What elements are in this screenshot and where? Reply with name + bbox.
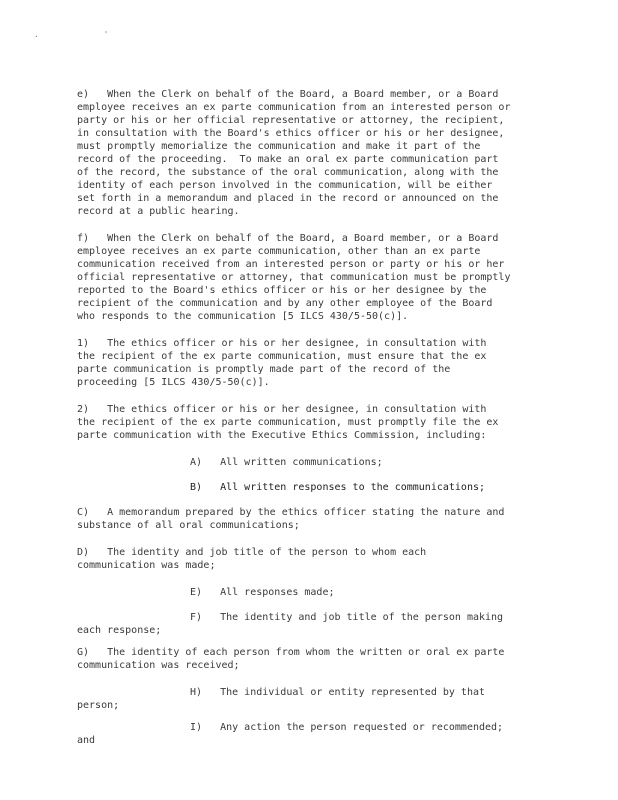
list-item-e: E) All responses made; — [190, 587, 335, 598]
text-line: and — [77, 735, 96, 746]
text-line: person; — [77, 700, 120, 711]
paragraph-1 — [77, 337, 545, 389]
text-line: each response; — [77, 625, 162, 636]
paragraph-2 — [77, 403, 545, 442]
text-line: recipient of the communication and by any other employee of the Board — [77, 298, 493, 309]
text-line: D) The identity and job title of the person to whom each — [77, 547, 427, 558]
text-line: identity of each person involved in the communication, will be either — [77, 180, 493, 191]
list-item-i — [77, 721, 545, 747]
text-line: set forth in a memorandum and placed in the record or announced on the — [77, 193, 499, 204]
text-line: 2) The ethics officer or his or her designee, in consultation with — [77, 404, 487, 415]
text-line: the recipient of the ex parte communication, must ensure that the ex — [77, 351, 487, 362]
scan-marks: . ' — [34, 30, 139, 39]
list-item-a: A) All written communications; — [190, 457, 383, 468]
text-line: F) The identity and job title of the person making — [190, 612, 504, 623]
text-line: C) A memorandum prepared by the ethics officer stating the nature and — [77, 507, 505, 518]
text-line: must promptly memorialize the communication and make it part of the — [77, 141, 481, 152]
list-item-c — [77, 506, 545, 532]
text-line: proceeding [5 ILCS 430/5-50(c)]. — [77, 377, 270, 388]
list-item-d — [77, 546, 545, 572]
text-line: 1) The ethics officer or his or her designee, in consultation with — [77, 338, 487, 349]
text-line: substance of all oral communications; — [77, 520, 300, 531]
text-line: parte communication with the Executive Ethics Commission, including: — [77, 430, 487, 441]
text-line: H) The individual or entity represented by that — [190, 687, 486, 698]
text-line: communication received from an interested person or party or his or her — [77, 259, 505, 270]
text-line: parte communication is promptly made part of the record of the — [77, 364, 451, 375]
text-line: who responds to the communication [5 ILCS 430/5-50(c)]. — [77, 311, 409, 322]
list-item-b: B) All written responses to the communications; — [190, 482, 486, 493]
text-line: record of the proceeding. To make an oral ex parte communication part — [77, 154, 499, 165]
text-line: the recipient of the ex parte communication, must promptly file the ex — [77, 417, 499, 428]
paragraph-e — [77, 88, 545, 218]
text-line: I) Any action the person requested or recommended; — [190, 722, 504, 733]
document-body — [77, 88, 545, 756]
text-line: of the record, the substance of the oral communication, along with the — [77, 167, 499, 178]
text-line: employee receives an ex parte communication from an interested person or — [77, 102, 511, 113]
text-line: f) When the Clerk on behalf of the Board, a Board member, or a Board — [77, 233, 499, 244]
list-item-g — [77, 646, 545, 672]
text-line: official representative or attorney, that communication must be promptly — [77, 272, 511, 283]
list-item-h — [77, 686, 545, 712]
text-line: G) The identity of each person from whom the written or oral ex parte — [77, 647, 505, 658]
text-line: reported to the Board's ethics officer or his or her designee by the — [77, 285, 487, 296]
text-line: in consultation with the Board's ethics officer or his or her designee, — [77, 128, 505, 139]
text-line: communication was received; — [77, 660, 240, 671]
text-line: record at a public hearing. — [77, 206, 240, 217]
text-line: party or his or her official representative or attorney, the recipient, — [77, 115, 505, 126]
list-item-f — [77, 611, 545, 637]
paragraph-f — [77, 232, 545, 323]
text-line: e) When the Clerk on behalf of the Board, a Board member, or a Board — [77, 89, 499, 100]
text-line: employee receives an ex parte communication, other than an ex parte — [77, 246, 481, 257]
text-line: communication was made; — [77, 560, 216, 571]
